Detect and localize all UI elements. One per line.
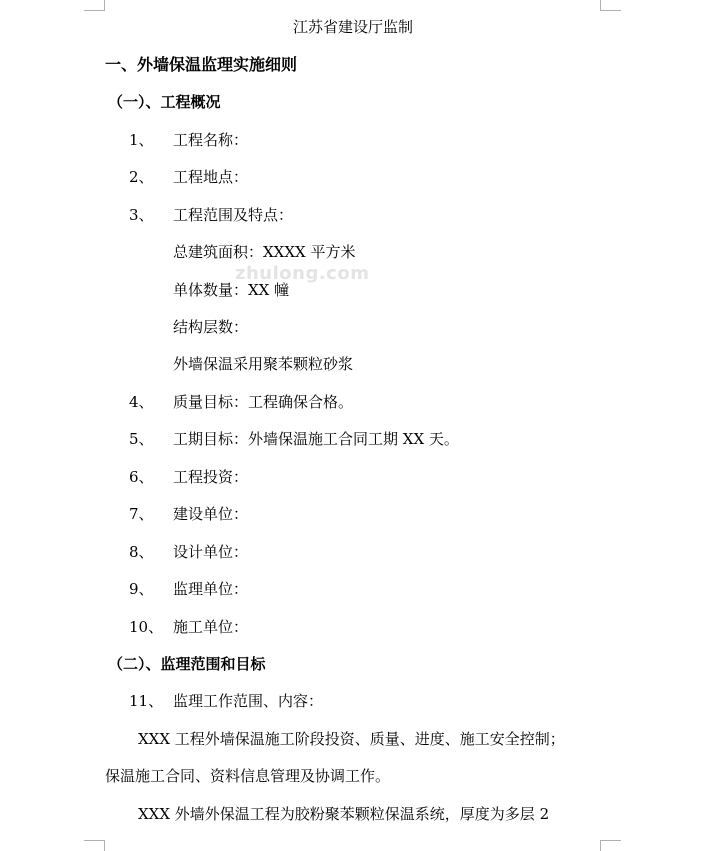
list-item-number: 6、 xyxy=(129,468,154,486)
list-item-text: 设计单位： xyxy=(173,543,249,561)
list-item-number: 8、 xyxy=(129,543,154,561)
list-item-text: 监理单位： xyxy=(173,580,249,598)
list-item-text: 工程范围及特点： xyxy=(173,206,294,224)
body-paragraph-line: XXX 外墙外保温工程为胶粉聚苯颗粒保温系统，厚度为多层 2 xyxy=(138,805,550,823)
sub-item-text: 结构层数： xyxy=(173,318,249,336)
list-item-text: 工期目标：外墙保温施工合同工期 XX 天。 xyxy=(173,430,459,448)
crop-mark-bottom-left xyxy=(84,840,105,851)
list-item-number: 1、 xyxy=(129,131,154,149)
subsection-heading-project-overview: （一）、工程概况 xyxy=(108,93,221,111)
body-paragraph-line: XXX 工程外墙保温施工阶段投资、质量、进度、施工安全控制； xyxy=(138,730,565,748)
list-item-text: 监理工作范围、内容： xyxy=(173,692,324,710)
list-item-number: 2、 xyxy=(129,168,154,186)
watermark: zhulong.com xyxy=(235,263,370,284)
crop-mark-top-right xyxy=(600,0,621,11)
sub-item-text: 单体数量：XX 幢 xyxy=(173,281,290,299)
list-item-number: 4、 xyxy=(129,393,154,411)
sub-item-text: 总建筑面积：XXXX 平方米 xyxy=(173,243,356,261)
crop-mark-top-left xyxy=(84,0,105,11)
sub-item-text: 外墙保温采用聚苯颗粒砂浆 xyxy=(173,355,354,373)
list-item-text: 建设单位： xyxy=(173,505,249,523)
list-item-number: 7、 xyxy=(129,505,154,523)
list-item-text: 工程投资： xyxy=(173,468,249,486)
list-item-number: 5、 xyxy=(129,430,154,448)
list-item-number: 3、 xyxy=(129,206,154,224)
crop-mark-bottom-right xyxy=(600,840,621,851)
list-item-number: 11、 xyxy=(129,692,164,710)
list-item-text: 质量目标：工程确保合格。 xyxy=(173,393,354,411)
list-item-number: 10、 xyxy=(129,618,164,636)
list-item-text: 施工单位： xyxy=(173,618,249,636)
body-paragraph-line: 保温施工合同、资料信息管理及协调工作。 xyxy=(105,767,391,785)
list-item-number: 9、 xyxy=(129,580,154,598)
page-header: 江苏省建设厅监制 xyxy=(292,18,413,36)
list-item-text: 工程名称： xyxy=(173,131,249,149)
section-heading-1: 一、外墙保温监理实施细则 xyxy=(105,55,298,74)
subsection-heading-scope-and-goals: （二）、监理范围和目标 xyxy=(108,655,266,673)
list-item-text: 工程地点： xyxy=(173,168,249,186)
